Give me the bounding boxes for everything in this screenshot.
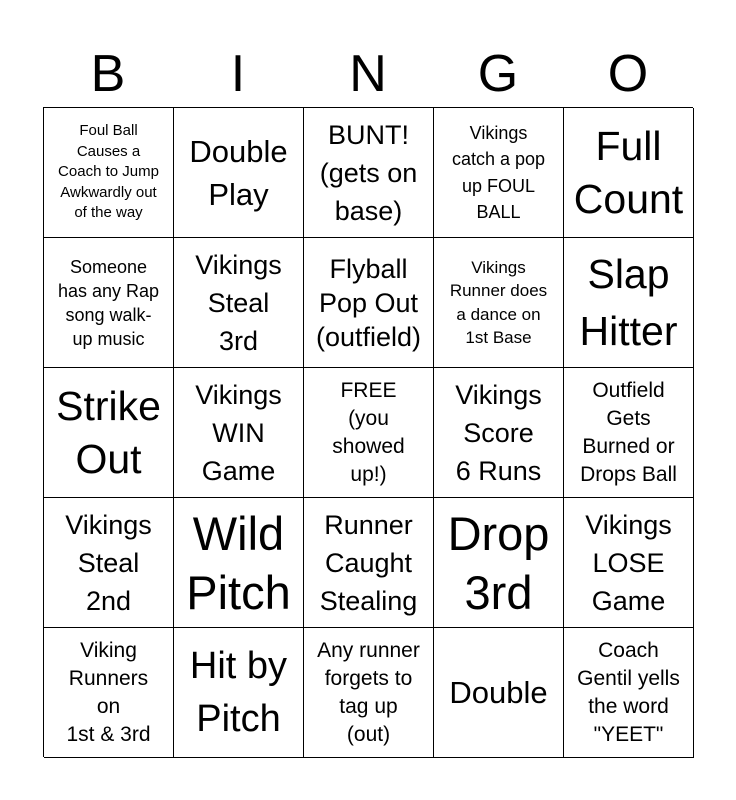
bingo-cell-text: Slap Hitter [579, 250, 678, 354]
bingo-cell-text: Runner Caught Stealing [319, 509, 418, 616]
bingo-cell-text: Double Play [189, 133, 288, 212]
bingo-cell-o4[interactable] [564, 498, 694, 628]
bingo-cell-i4[interactable] [174, 498, 304, 628]
bingo-cell-b2[interactable] [44, 238, 174, 368]
bingo-cell-i3[interactable] [174, 368, 304, 498]
bingo-cell-text: Wild Pitch [186, 506, 291, 619]
bingo-cell-text: Double [449, 675, 548, 710]
bingo-cell-g1[interactable] [434, 108, 564, 238]
bingo-cell-o3[interactable] [564, 368, 694, 498]
bingo-cell-b1[interactable] [44, 108, 174, 238]
bingo-cell-g4[interactable] [434, 498, 564, 628]
bingo-cell-text: Vikings catch a pop up FOUL BALL [451, 122, 546, 222]
bingo-cell-n1[interactable] [304, 108, 434, 238]
bingo-cell-text: Any runner forgets to tag up (out) [317, 638, 420, 746]
bingo-cell-text: Vikings Steal 3rd [195, 249, 282, 356]
bingo-cell-text: Someone has any Rap song walk- up music [57, 256, 160, 349]
bingo-cell-o2[interactable] [564, 238, 694, 368]
bingo-cell-text: Flyball Pop Out (outfield) [315, 253, 422, 352]
bingo-cell-text: FREE (you showed up!) [332, 378, 405, 486]
bingo-cell-text: Drop 3rd [447, 506, 550, 619]
bingo-cell-o1[interactable] [564, 108, 694, 238]
bingo-cell-text: Vikings Runner does a dance on 1st Base [449, 257, 548, 347]
bingo-cell-g3[interactable] [434, 368, 564, 498]
header-letter-g: G [477, 45, 519, 103]
bingo-cell-g5[interactable] [434, 628, 564, 758]
bingo-cell-text: Hit by Pitch [189, 644, 288, 740]
bingo-cell-i1[interactable] [174, 108, 304, 238]
bingo-cell-text: Full Count [573, 122, 684, 222]
bingo-cell-text: Vikings WIN Game [195, 379, 282, 486]
bingo-cell-b3[interactable] [44, 368, 174, 498]
bingo-cell-text: Viking Runners on 1st & 3rd [66, 638, 151, 746]
bingo-cell-text: Outfield Gets Burned or Drops Ball [580, 378, 677, 486]
header-letter-n: N [349, 45, 387, 103]
bingo-cell-text: BUNT! (gets on base) [319, 119, 418, 226]
bingo-cell-text: Vikings LOSE Game [585, 509, 672, 616]
bingo-cell-text: Vikings Steal 2nd [65, 509, 152, 616]
bingo-cell-n5[interactable] [304, 628, 434, 758]
bingo-board [43, 107, 693, 757]
header-letter-o: O [607, 45, 649, 103]
bingo-cell-o5[interactable] [564, 628, 694, 758]
bingo-cell-b5[interactable] [44, 628, 174, 758]
bingo-cell-text: Foul Ball Causes a Coach to Jump Awkwardly out of the way [58, 122, 159, 222]
bingo-cell-g2[interactable] [434, 238, 564, 368]
bingo-cell-text: Coach Gentil yells the word "YEET" [577, 638, 680, 746]
bingo-cell-n3-free[interactable] [304, 368, 434, 498]
bingo-cell-b4[interactable] [44, 498, 174, 628]
bingo-cell-text: Vikings Score 6 Runs [455, 379, 542, 486]
bingo-header [43, 40, 693, 108]
bingo-cell-n2[interactable] [304, 238, 434, 368]
bingo-cell-i2[interactable] [174, 238, 304, 368]
bingo-cell-n4[interactable] [304, 498, 434, 628]
header-letter-i: I [230, 45, 246, 103]
bingo-cell-text: Strike Out [56, 382, 161, 482]
bingo-cell-i5[interactable] [174, 628, 304, 758]
header-letter-b: B [90, 45, 126, 103]
